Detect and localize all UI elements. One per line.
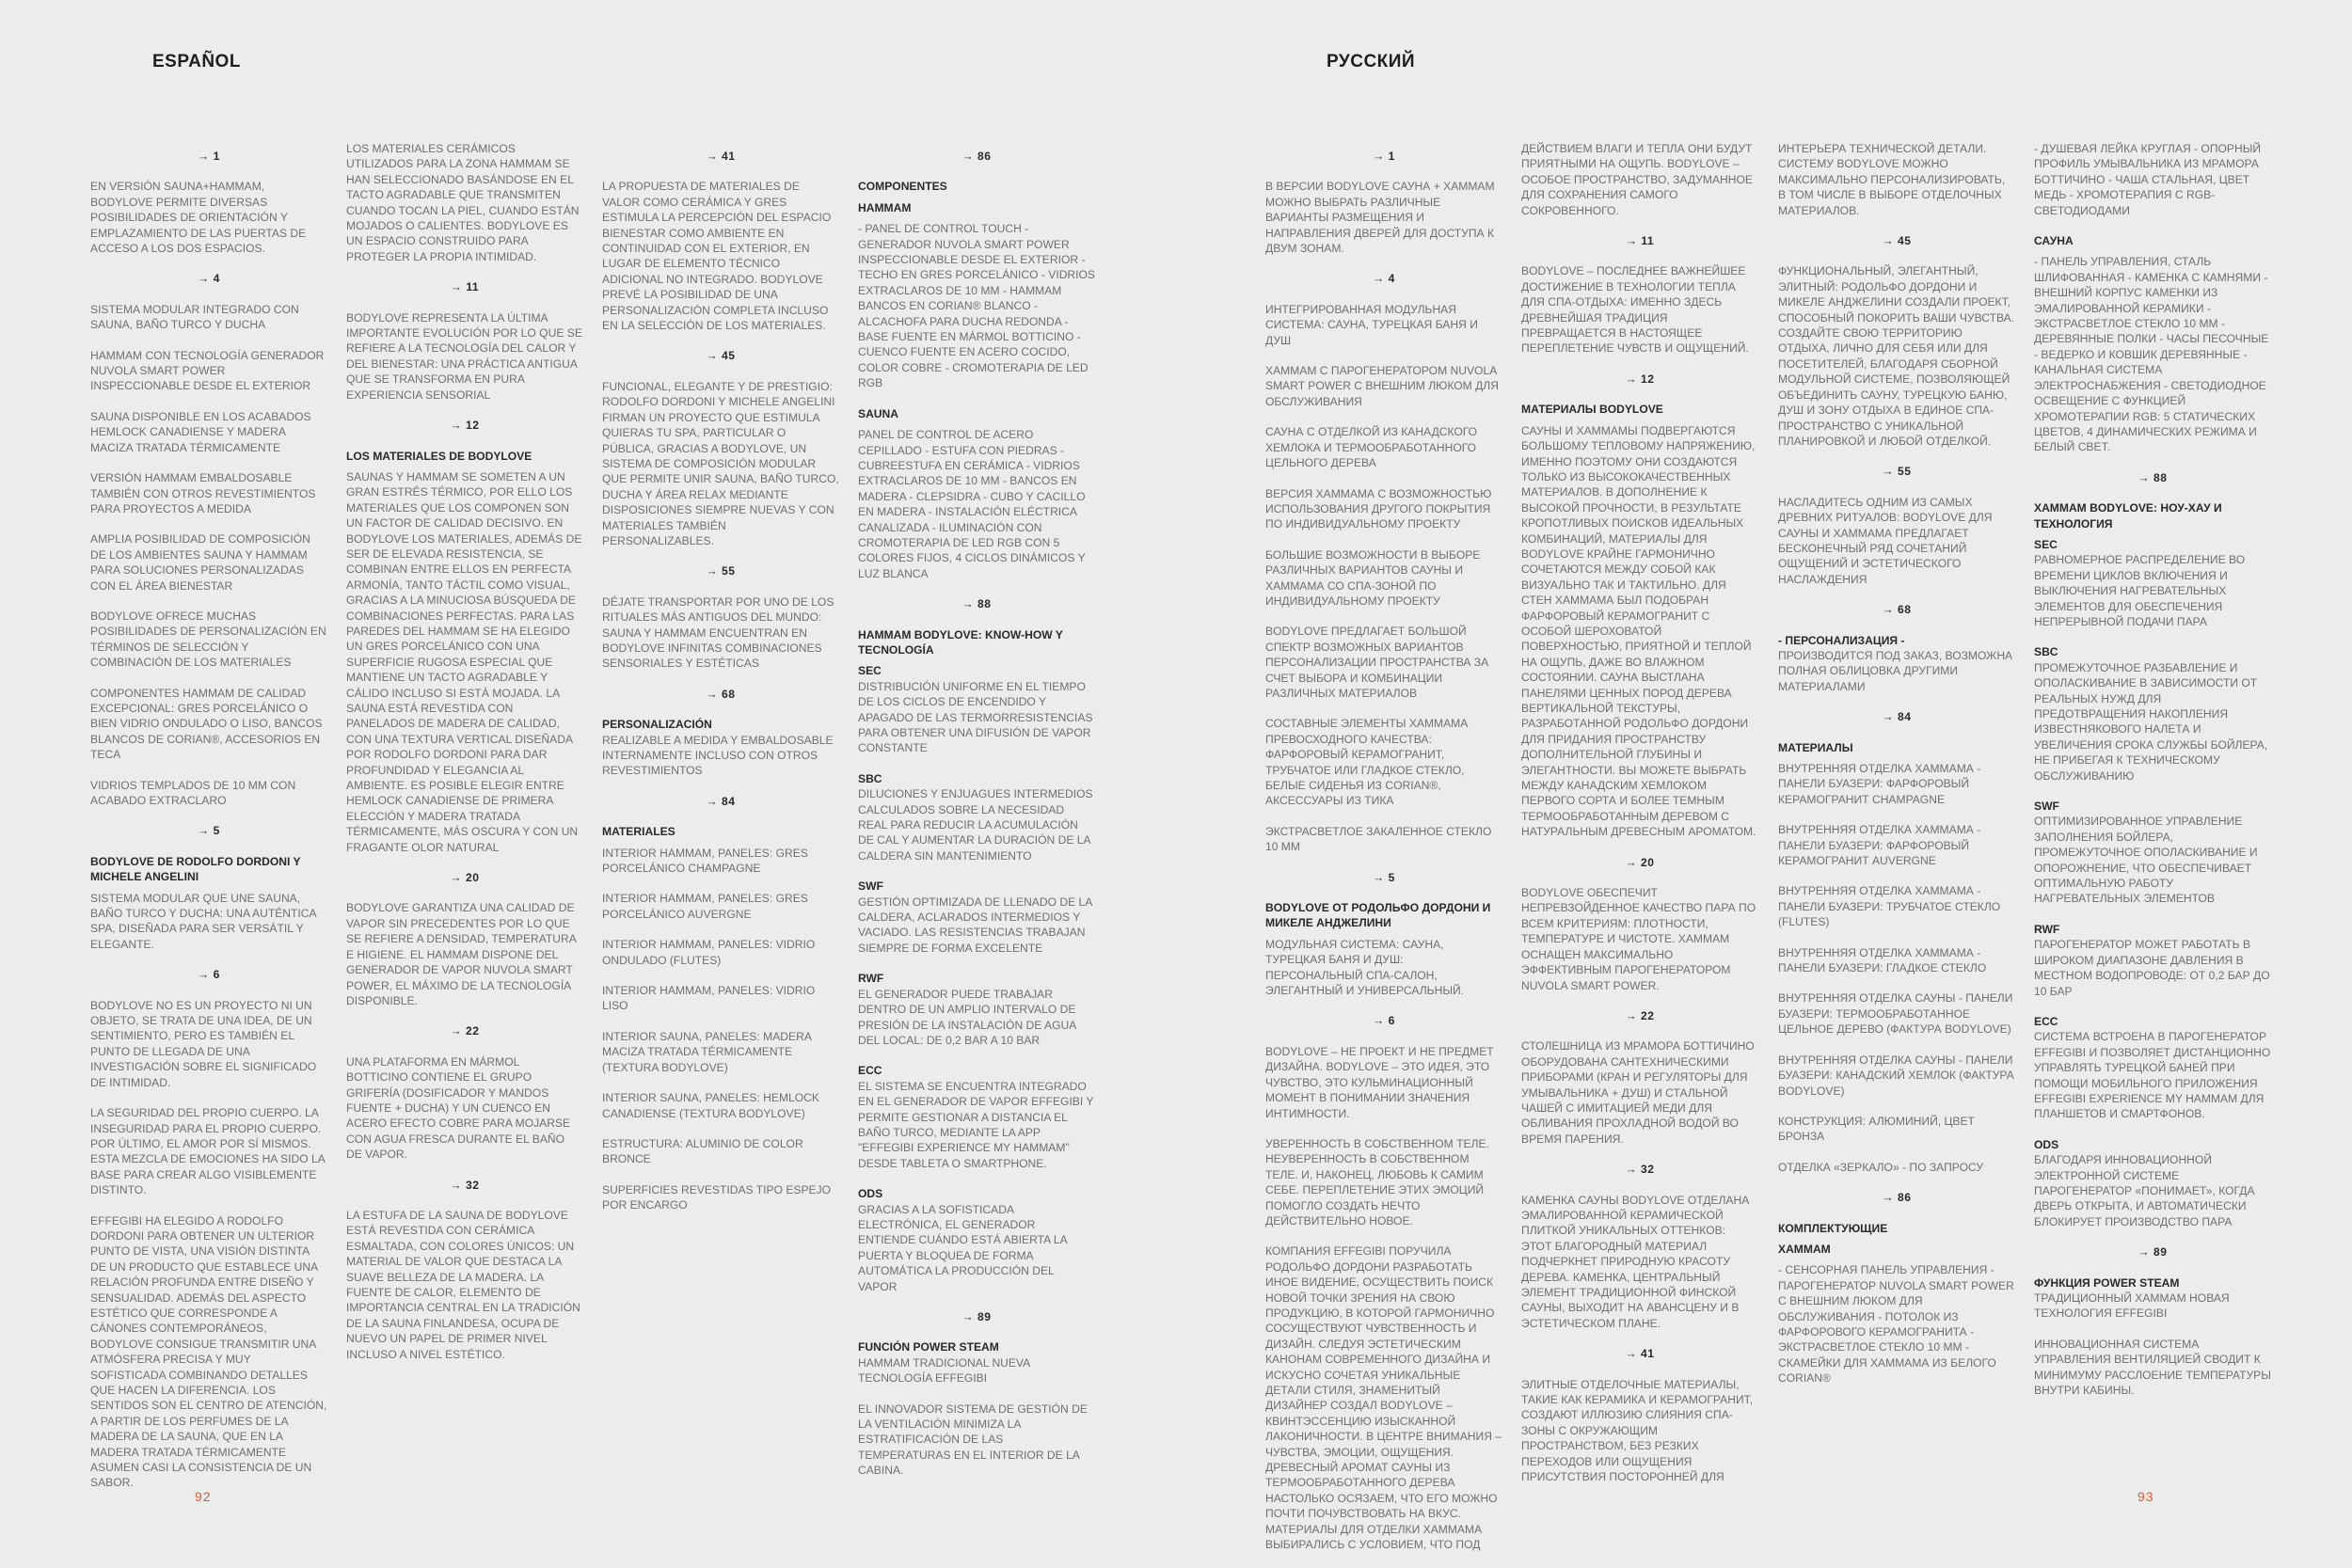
page-right bbox=[1176, 0, 2352, 1568]
paragraph-text: DISTRIBUCIÓN UNIFORME EN EL TIEMPO DE LOS CICLOS DE ENCENDIDO Y APAGADO DE LAS TERMORRESISTENCIAS PARA OBTENER UNA DIFUSIÓN DE VAPOR CONSTANTE bbox=[858, 679, 1093, 755]
paragraph-text: GESTIÓN OPTIMIZADA DE LLENADO DE LA CALDERA, ACLARADOS INTERMEDIOS Y VACIADO. LAS RESISTENCIAS TRABAJAN SIEMPRE DE FORMA EXCELENTE bbox=[858, 895, 1092, 955]
paragraph: BODYLOVE OFRECE MUCHAS POSIBILIDADES DE PERSONALIZACIÓN EN TÉRMINOS DE SELECCIÓN Y COMBINACIÓN DE LOS MATERIALES bbox=[90, 609, 326, 670]
section-marker: → 41 bbox=[1625, 1347, 1655, 1361]
paragraph: ЭЛИТНЫЕ ОТДЕЛОЧНЫЕ МАТЕРИАЛЫ, ТАКИЕ КАК КЕРАМИКА И КЕРАМОГРАНИТ, СОЗДАЮТ ИЛЛЮЗИЮ СЛИЯНИЯ СПА-ЗОНЫ С ОКРУЖАЮЩИМ ПРОСТРАНСТВОМ, БЕЗ РЕЗКИХ ПЕРЕХОДОВ ИЛИ ОЩУЩЕНИЯ ПРИСУТСТВИЯ ПОСТОРОННЕЙ ДЛЯ bbox=[1521, 1377, 1754, 1484]
labeled-paragraph bbox=[858, 1063, 1095, 1171]
paragraph: HAMMAM CON TECNOLOGÍA GENERADOR NUVOLA SMART POWER INSPECCIONABLE DESDE EL EXTERIOR bbox=[90, 348, 325, 393]
section-marker: → 55 bbox=[1882, 465, 1912, 479]
section-marker: → 12 bbox=[1625, 372, 1655, 386]
labeled-paragraph bbox=[1778, 633, 2015, 695]
paragraph: AMPLIA POSIBILIDAD DE COMPOSICIÓN DE LOS AMBIENTES SAUNA Y HAMMAM PARA SOLUCIONES PERSONALIZADAS CON EL ÁREA BIENESTAR bbox=[90, 532, 310, 593]
paragraph: INTERIOR SAUNA, PANELES: MADERA MACIZA TRATADA TÉRMICAMENTE (TEXTURA BODYLOVE) bbox=[602, 1029, 812, 1074]
section-marker: → 22 bbox=[450, 1024, 480, 1038]
paragraph: LA PROPUESTA DE MATERIALES DE VALOR COMO CERÁMICA Y GRES ESTIMULA LA PERCEPCIÓN DEL ESPACIO BIENESTAR COMO AMBIENTE EN CONTINUIDAD CON EL EXTERIOR, EN LUGAR DE ELEMENTO TÉCNICO ADICIONAL NO INTEGRADO. BODYLOVE PREVÉ LA POSIBILIDAD DE UNA PERSONALIZACIÓN COMPLETA INCLUSO EN LA SELECCIÓN DE LOS MATERIALES. bbox=[602, 180, 832, 333]
section-heading: САУНА bbox=[2034, 234, 2074, 248]
section-marker: → 1 bbox=[1373, 150, 1395, 163]
subheading: ODS bbox=[2034, 1137, 2059, 1151]
section-heading: МАТЕРИАЛЫ bbox=[1778, 740, 1853, 754]
paragraph: SAUNA DISPONIBLE EN LOS ACABADOS HEMLOCK CANADIENSE Y MADERA MACIZA TRATADA TÉRMICAMENTE bbox=[90, 409, 311, 454]
subheading: ECC bbox=[858, 1064, 882, 1078]
section-marker: → 45 bbox=[1882, 234, 1912, 248]
section-marker: → 88 bbox=[2137, 470, 2168, 484]
section-heading: MATERIALES bbox=[602, 825, 675, 839]
paragraph: INTERIOR HAMMAM, PANELES: GRES PORCELÁNICO CHAMPAGNE bbox=[602, 846, 808, 876]
paragraph: - PANEL DE CONTROL TOUCH - GENERADOR NUVOLA SMART POWER INSPECCIONABLE DESDE EL EXTERIOR - TECHO EN GRES PORCELÁNICO - VIDRIOS EXTRACLAROS DE 10 MM - HAMMAM BANCOS EN CORIAN® BLANCO - ALCACHOFA PARA DUCHA REDONDA - BASE FUENTE EN MÁRMOL BOTTICINO - CUENCO FUENTE EN ACERO COCIDO, COLOR COBRE - CROMOTERAPIA DE LED RGB bbox=[858, 222, 1095, 390]
paragraph: НАСЛАДИТЕСЬ ОДНИМ ИЗ САМЫХ ДРЕВНИХ РИТУАЛОВ: BODYLOVE ДЛЯ САУНЫ И ХАММАМА ПРЕДЛАГАЕТ БЕСКОНЕЧНЫЙ РЯД СОЧЕТАНИЙ ОЩУЩЕНИЙ И ЭСТЕТИЧЕСКОГО НАСЛАЖДЕНИЯ bbox=[1778, 495, 1993, 586]
paragraph: - ДУШЕВАЯ ЛЕЙКА КРУГЛАЯ - ОПОРНЫЙ ПРОФИЛЬ УМЫВАЛЬНИКА ИЗ МРАМОРА БОТТИЧИНО - ЧАША СТАЛЬНАЯ, ЦВЕТ МЕДЬ - ХРОМОТЕРАПИЯ С RGB-СВЕТОДИОДАМИ bbox=[2034, 142, 2262, 217]
paragraph-text: GRACIAS A LA SOFISTICADA ELECTRÓNICA, EL GENERADOR ENTIENDE CUÁNDO ESTÁ ABIERTA LA PUERTA Y BLOQUEA DE FORMA AUTOMÁTICA LA PRODUCCIÓN DEL VAPOR bbox=[858, 1202, 1068, 1293]
language-heading-spanish: ESPAÑOL bbox=[152, 52, 241, 71]
section-marker: → 22 bbox=[1625, 1008, 1655, 1022]
labeled-paragraph bbox=[2034, 1137, 2271, 1229]
paragraph: КОМПАНИЯ EFFEGIBI ПОРУЧИЛА РОДОЛЬФО ДОРДОНИ РАЗРАБОТАТЬ ИНОЕ ВИДЕНИЕ, ОСУЩЕСТВИТЬ ПОИСК НОВОЙ ТОЧКИ ЗРЕНИЯ НА СВОЮ ПРОДУКЦИЮ, В КОТОРОЙ ГАРМОНИЧНО СОСУЩЕСТВУЮТ ЧУВСТВЕННОСТЬ И ДИЗАЙН. СЛЕДУЯ ЭСТЕТИЧЕСКИМ КАНОНАМ СОВРЕМЕННОГО ДИЗАЙНА И ИСКУСНО СОЧЕТАЯ УНИКАЛЬНЫЕ ДЕТАЛИ СТИЛЯ, ЗНАМЕНИТЫЙ ДИЗАЙНЕР СОЗДАЛ BODYLOVE – КВИНТЭССЕНЦИЮ ИЗЫСКАННОЙ ЛАКОНИЧНОСТИ. В ЦЕНТРЕ ВНИМАНИЯ – ЧУВСТВА, ЭМОЦИИ, ОЩУЩЕНИЯ. ДРЕВЕСНЫЙ АРОМАТ САУНЫ ИЗ ТЕРМООБРАБОТАННОГО ДЕРЕВА НАСТОЛЬКО ОСЯЗАЕМ, ЧТО ЕГО МОЖНО ПОЧТИ ПОЧУВСТВОВАТЬ НА ВКУС. МАТЕРИАЛЫ ДЛЯ ОТДЕЛКИ ХАММАМА ВЫБИРАЛИСЬ С УСЛОВИЕМ, ЧТО ПОД bbox=[1265, 1244, 1502, 1552]
paragraph-text: ПРОИЗВОДИТСЯ ПОД ЗАКАЗ, ВОЗМОЖНА ПОЛНАЯ ОБЛИЦОВКА ДРУГИМИ МАТЕРИАЛАМИ bbox=[1778, 648, 2013, 693]
paragraph: BODYLOVE NO ES UN PROYECTO NI UN OBJETO, SE TRATA DE UNA IDEA, DE UN SENTIMIENTO, PERO ES TAMBIÉN EL PUNTO DE LLEGADA DE UNA INVESTIGACIÓN SOBRE EL SIGNIFICADO DE INTIMIDAD. bbox=[90, 998, 317, 1089]
section-heading: МАТЕРИАЛЫ BODYLOVE bbox=[1521, 403, 1663, 417]
section-marker: → 12 bbox=[450, 419, 480, 433]
paragraph: BODYLOVE REPRESENTA LA ÚLTIMA IMPORTANTE EVOLUCIÓN POR LO QUE SE REFIERE A LA TECNOLOGÍA DEL CALOR Y DEL BIENESTAR: UNA PRÁCTICA ANTIGUA QUE SE TRANSFORMA EN PURA EXPERIENCIA SENSORIAL bbox=[346, 310, 582, 402]
section-marker: → 5 bbox=[198, 824, 220, 838]
paragraph: В ВЕРСИИ BODYLOVE САУНА + ХАММАМ МОЖНО ВЫБРАТЬ РАЗЛИЧНЫЕ ВАРИАНТЫ РАЗМЕЩЕНИЯ И НАПРАВЛЕНИЯ ДВЕРЕЙ ДЛЯ ДОСТУПА К ДВУМ ЗОНАМ. bbox=[1265, 180, 1495, 256]
labeled-paragraph bbox=[858, 879, 1095, 956]
section-heading: BODYLOVE ОТ РОДОЛЬФО ДОРДОНИ И МИКЕЛЕ АНДЖЕЛИНИ bbox=[1265, 901, 1491, 930]
section-marker: → 84 bbox=[706, 794, 736, 808]
paragraph: FUNCIONAL, ELEGANTE Y DE PRESTIGIO: RODOLFO DORDONI Y MICHELE ANGELINI FIRMAN UN PROYECTO QUE ESTIMULA QUIERAS TU SPA, PARTICULAR O PÚBLICA, GRACIAS A BODYLOVE, UN SISTEMA DE COMPOSICIÓN MODULAR QUE PERMITE UNIR SAUNA, BAÑO TURCO, DUCHA Y ÁREA RELAX MEDIANTE DISPOSICIONES SIEMPRE NUEVAS Y CON MATERIALES TAMBIÉN PERSONALIZABLES. bbox=[602, 379, 839, 547]
section-heading: КОМПЛЕКТУЮЩИЕ bbox=[1778, 1221, 1888, 1235]
paragraph: СОСТАВНЫЕ ЭЛЕМЕНТЫ ХАММАМА ПРЕВОСХОДНОГО КАЧЕСТВА: ФАРФОРОВЫЙ КЕРАМОГРАНИТ, ТРУБЧАТОЕ ИЛИ ГЛАДКОЕ СТЕКЛО, БЕЛЫЕ СИДЕНЬЯ ИЗ CORIAN®, АКСЕССУАРЫ ИЗ ТИКА bbox=[1265, 717, 1469, 808]
paragraph: - ПАНЕЛЬ УПРАВЛЕНИЯ, СТАЛЬ ШЛИФОВАННАЯ - КАМЕНКА С КАМНЯМИ - ВНЕШНИЙ КОРПУС КАМЕНКИ ИЗ ЭМАЛИРОВАННОЙ КЕРАМИКИ - ЭКСТРАСВЕТЛОЕ СТЕКЛО 10 ММ - ДЕРЕВЯННЫЕ ПОЛКИ - ЧАСЫ ПЕСОЧНЫЕ - ВЕДЕРКО И КОВШИК ДЕРЕВЯННЫЕ - КАНАЛЬНАЯ СИСТЕМА ЭЛЕКТРОСНАБЖЕНИЯ - СВЕТОДИОДНОЕ ОСВЕЩЕНИЕ С ФУНКЦИЕЙ ХРОМОТЕРАПИИ RGB: 5 СТАТИЧЕСКИХ ЦВЕТОВ, 4 ДИНАМИЧЕСКИХ РЕЖИМА И БЕЛЫЙ СВЕТ. bbox=[2034, 255, 2269, 454]
paragraph: СТОЛЕШНИЦА ИЗ МРАМОРА БОТТИЧИНО ОБОРУДОВАНА САНТЕХНИЧЕСКИМИ ПРИБОРАМИ (КРАН И РЕГУЛЯТОРЫ ДЛЯ УМЫВАЛЬНИКА + ДУШ) И СТАЛЬНОЙ ЧАШЕЙ С ИМИТАЦИЕЙ МЕДИ ДЛЯ ОБЛИВАНИЯ ПРОХЛАДНОЙ ВОДОЙ ВО ВРЕМЯ ПАРЕНИЯ. bbox=[1521, 1039, 1755, 1146]
paragraph: ВЕРСИЯ ХАММАМА С ВОЗМОЖНОСТЬЮ ИСПОЛЬЗОВАНИЯ ДРУГОГО ПОКРЫТИЯ ПО ИНДИВИДУАЛЬНОМУ ПРОЕКТУ bbox=[1265, 486, 1492, 531]
section-marker: → 68 bbox=[706, 687, 736, 701]
paragraph: КАМЕНКА САУНЫ BODYLOVE ОТДЕЛАНА ЭМАЛИРОВАННОЙ КЕРАМИЧЕСКОЙ ПЛИТКОЙ УНИКАЛЬНЫХ ОТТЕНКОВ: ЭТОТ БЛАГОРОДНЫЙ МАТЕРИАЛ ПОДЧЕРКНЕТ ПРИРОДНУЮ КРАСОТУ ДЕРЕВА. КАМЕНКА, ЦЕНТРАЛЬНЫЙ ЭЛЕМЕНТ ТРАДИЦИОННОЙ ФИНСКОЙ САУНЫ, ВЫХОДИТ НА АВАНСЦЕНУ И В ЭСТЕТИЧЕСКОМ ПЛАНЕ. bbox=[1521, 1193, 1750, 1330]
section-marker: → 86 bbox=[961, 150, 992, 163]
subheading: SWF bbox=[858, 879, 883, 894]
labeled-paragraph bbox=[858, 1186, 1095, 1294]
paragraph: ФУНКЦИОНАЛЬНЫЙ, ЭЛЕГАНТНЫЙ, ЭЛИТНЫЙ: РОДОЛЬФО ДОРДОНИ И МИКЕЛЕ АНДЖЕЛИНИ СОЗДАЛИ ПРОЕКТ, СПОСОБНЫЙ ПОКОРИТЬ ВАШИ ЧУВСТВА. СОЗДАЙТЕ СВОЮ ТЕРРИТОРИЮ ОТДЫХА, ЛИЧНО ДЛЯ СЕБЯ ИЛИ ДЛЯ ПОСЕТИТЕЛЕЙ, БЛАГОДАРЯ СБОРНОЙ МОДУЛЬНОЙ СИСТЕМЕ, ПОЗВОЛЯЮЩЕЙ ОБЪЕДИНИТЬ САУНУ, ТУРЕЦКУЮ БАНЮ, ДУШ И ЗОНУ ОТДЫХА В ЕДИНОЕ СПА-ПРОСТРАНСТВО С УНИКАЛЬНОЙ ПЛАНИРОВКОЙ И ЛЮБОЙ ОТДЕЛКОЙ. bbox=[1778, 264, 2015, 448]
paragraph: UNA PLATAFORMA EN MÁRMOL BOTTICINO CONTIENE EL GRUPO GRIFERÍA (DOSIFICADOR Y MANDOS FUENTE + DUCHA) Y UN CUENCO EN ACERO EFECTO COBRE PARA MOJARSE CON AGUA FRESCA DURANTE EL BAÑO DE VAPOR. bbox=[346, 1054, 571, 1162]
paragraph: МОДУЛЬНАЯ СИСТЕМА: САУНА, ТУРЕЦКАЯ БАНЯ И ДУШ: ПЕРСОНАЛЬНЫЙ СПА-САЛОН, ЭЛЕГАНТНЫЙ И УНИВЕРСАЛЬНЫЙ. bbox=[1265, 937, 1465, 998]
paragraph-text: DILUCIONES Y ENJUAGUES INTERMEDIOS CALCULADOS SOBRE LA NECESIDAD REAL PARA REDUCIR LA ACUMULACIÓN DE CAL Y AUMENTAR LA DURACIÓN DE LA CALDERA SIN MANTENIMIENTO bbox=[858, 787, 1093, 863]
text-column bbox=[1521, 141, 1758, 1499]
paragraph: ИННОВАЦИОННАЯ СИСТЕМА УПРАВЛЕНИЯ ВЕНТИЛЯЦИЕЙ СВОДИТ К МИНИМУМУ РАССЛОЕНИЕ ТЕМПЕРАТУРЫ ВНУТРИ КАБИНЫ. bbox=[2034, 1337, 2271, 1398]
labeled-paragraph bbox=[2034, 644, 2271, 784]
paragraph: INTERIOR HAMMAM, PANELES: VIDRIO LISO bbox=[602, 984, 816, 1013]
section-heading: COMPONENTES bbox=[858, 180, 947, 194]
paragraph: SISTEMA MODULAR QUE UNE SAUNA, BAÑO TURCO Y DUCHA: UNA AUTÉNTICA SPA, DISEÑADA PARA SER VERSÁTIL Y ELEGANTE. bbox=[90, 891, 316, 951]
paragraph: SAUNAS Y HAMMAM SE SOMETEN A UN GRAN ESTRÉS TÉRMICO, POR ELLO LOS MATERIALES QUE LOS COMPONEN SON UN FACTOR DE CALIDAD DECISIVO. EN BODYLOVE LOS MATERIALES, ADEMÁS DE SER DE ELEVADA RESISTENCIA, SE COMBINAN ENTRE ELLOS EN PERFECTA ARMONÍA, TANTO TÁCTIL COMO VISUAL, GRACIAS A LA MINUCIOSA BÚSQUEDA DE COMBINACIONES PERFECTAS. PARA LAS PAREDES DEL HAMMAM SE HA ELEGIDO UN GRES PORCELÁNICO CON UNA SUPERFICIE RUGOSA ESPECIAL QUE MANTIENE UN TACTO AGRADABLE Y CÁLIDO INCLUSO SI ESTÁ MOJADA. LA SAUNA ESTÁ REVESTIDA CON PANELADOS DE MADERA DE CALIDAD, CON UNA TEXTURA VERTICAL DISEÑADA POR RODOLFO DORDONI PARA DAR PROFUNDIDAD Y ELEGANCIA AL AMBIENTE. ES POSIBLE ELEGIR ENTRE HEMLOCK CANADIENSE DE PRIMERA ELECCIÓN Y MADERA TRATADA TÉRMICAMENTE, MÁS OSCURA Y CON UN FRAGANTE OLOR NATURAL bbox=[346, 469, 582, 854]
section-heading: ХАММАМ BODYLOVE: НОУ-ХАУ И ТЕХНОЛОГИЯ bbox=[2034, 501, 2222, 531]
section-heading: HAMMAM bbox=[858, 200, 912, 214]
paragraph-text: РАВНОМЕРНОЕ РАСПРЕДЕЛЕНИЕ ВО ВРЕМЕНИ ЦИКЛОВ ВКЛЮЧЕНИЯ И ВЫКЛЮЧЕНИЯ НАГРЕВАТЕЛЬНЫХ ЭЛЕМЕНТОВ ДЛЯ ОБЕСПЕЧЕНИЯ НЕПРЕРЫВНОЙ ПОДАЧИ ПАРА bbox=[2034, 553, 2246, 628]
subheading: SEC bbox=[2034, 537, 2058, 551]
subheading: SWF bbox=[2034, 800, 2059, 814]
subheading: RWF bbox=[858, 972, 884, 986]
text-column bbox=[1778, 141, 2015, 1402]
subheading: ФУНКЦИЯ POWER STEAM bbox=[2034, 1275, 2180, 1290]
paragraph: BODYLOVE ПРЕДЛАГАЕТ БОЛЬШОЙ СПЕКТР ВОЗМОЖНЫХ ВАРИАНТОВ ПЕРСОНАЛИЗАЦИИ ПРОСТРАНСТВА ЗА СЧЕТ ВЫБОРА И КОМБИНАЦИИ РАЗЛИЧНЫХ МАТЕРИАЛОВ bbox=[1265, 625, 1489, 700]
paragraph-text: EL GENERADOR PUEDE TRABAJAR DENTRO DE UN AMPLIO INTERVALO DE PRESIÓN DE LA INSTALACIÓN DE AGUA DEL LOCAL: DE 0,2 BAR A 10 BAR bbox=[858, 987, 1076, 1047]
section-marker: → 6 bbox=[1373, 1014, 1395, 1028]
paragraph: SISTEMA MODULAR INTEGRADO CON SAUNA, BAÑO TURCO Y DUCHA bbox=[90, 302, 299, 332]
labeled-paragraph bbox=[2034, 1014, 2271, 1122]
section-marker: → 6 bbox=[198, 968, 220, 982]
section-heading: BODYLOVE DE RODOLFO DORDONI Y MICHELE ANGELINI bbox=[90, 854, 301, 884]
paragraph-text: ОПТИМИЗИРОВАННОЕ УПРАВЛЕНИЕ ЗАПОЛНЕНИЯ БОЙЛЕРА, ПРОМЕЖУТОЧНОЕ ОПОЛАСКИВАНИЕ И ОПОРОЖНЕНИЕ, ЧТО ОБЕСПЕЧИВАЕТ ОПТИМАЛЬНУЮ РАБОТУ НАГРЕВАТЕЛЬНЫХ ЭЛЕМЕНТОВ bbox=[2034, 815, 2258, 906]
paragraph: ВНУТРЕННЯЯ ОТДЕЛКА ХАММАМА - ПАНЕЛИ БУАЗЕРИ: ФАРФОРОВЫЙ КЕРАМОГРАНИТ CHAMPAGNE bbox=[1778, 762, 1981, 806]
text-column bbox=[2034, 141, 2271, 1413]
paragraph: VIDRIOS TEMPLADOS DE 10 MM CON ACABADO EXTRACLARO bbox=[90, 778, 296, 807]
paragraph: LA SEGURIDAD DEL PROPIO CUERPO. LA INSEGURIDAD PARA EL PROPIO CUERPO. POR ÚLTIMO, EL AMOR POR SÍ MISMOS. ESTA MEZCLA DE EMOCIONES HA SIDO LA BASE PARA CREAR ALGO VISIBLEMENTE DISTINTO. bbox=[90, 1106, 326, 1197]
section-marker: → 55 bbox=[706, 564, 736, 578]
paragraph: ВНУТРЕННЯЯ ОТДЕЛКА САУНЫ - ПАНЕЛИ БУАЗЕРИ: ТЕРМООБРАБОТАННОЕ ЦЕЛЬНОЕ ДЕРЕВО (ФАКТУРА BODYLOVE) bbox=[1778, 991, 2013, 1037]
paragraph-text: ТРАДИЦИОННЫЙ ХАММАМ НОВАЯ ТЕХНОЛОГИЯ EFFEGIBI bbox=[2034, 1291, 2230, 1321]
subheading: - ПЕРСОНАЛИЗАЦИЯ - bbox=[1778, 633, 1905, 647]
labeled-paragraph bbox=[858, 971, 1095, 1048]
subheading: SBC bbox=[2034, 645, 2058, 659]
paragraph: БОЛЬШИЕ ВОЗМОЖНОСТИ В ВЫБОРЕ РАЗЛИЧНЫХ ВАРИАНТОВ САУНЫ И ХАММАМА СО СПА-ЗОНОЙ ПО ИНДИВИДУАЛЬНОМУ ПРОЕКТУ bbox=[1265, 547, 1481, 608]
paragraph: LOS MATERIALES CERÁMICOS UTILIZADOS PARA LA ZONA HAMMAM SE HAN SELECCIONADO BASÁNDOSE EN EL TACTO AGRADABLE QUE TRANSMITEN CUANDO TOCAN LA PIEL, CUANDO ESTÁN MOJADOS O CALIENTES. BODYLOVE ES UN ESPACIO CONSTRUIDO PARA PROTEGER LA PROPIA INTIMIDAD. bbox=[346, 142, 580, 263]
section-marker: → 84 bbox=[1882, 710, 1912, 724]
paragraph: BODYLOVE GARANTIZA UNA CALIDAD DE VAPOR SIN PRECEDENTES POR LO QUE SE REFIERE A DENSIDAD, TEMPERATURA E HIGIENE. EL HAMMAM DISPONE DEL GENERADOR DE VAPOR NUVOLA SMART POWER, EL MÁXIMO DE LA TECNOLOGÍA DISPONIBLE. bbox=[346, 901, 577, 1007]
paragraph-text: ПРОМЕЖУТОЧНОЕ РАЗБАВЛЕНИЕ И ОПОЛАСКИВАНИЕ В ЗАВИСИМОСТИ ОТ РЕАЛЬНЫХ НУЖД ДЛЯ ПРЕДОТВРАЩЕНИЯ НАКОПЛЕНИЯ ИЗВЕСТНЯКОВОГО НАЛЕТА И УВЕЛИЧЕНИЯ СРОКА СЛУЖБЫ БОЙЛЕРА, НЕ ПРИБЕГАЯ К ТЕХНИЧЕСКОМУ ОБСЛУЖИВАНИЮ bbox=[2034, 660, 2268, 783]
paragraph: LA ESTUFA DE LA SAUNA DE BODYLOVE ESTÁ REVESTIDA CON CERÁMICA ESMALTADA, CON COLORES ÚNICOS: UN MATERIAL DE VALOR QUE DESTACA LA SUAVE BELLEZA DE LA MADERA. LA FUENTE DE CALOR, ELEMENTO DE IMPORTANCIA CENTRAL EN LA TRADICIÓN DE LA SAUNA FINLANDESA, OCUPA DE NUEVO UN PAPEL DE PRIMER NIVEL INCLUSO A NIVEL ESTÉTICO. bbox=[346, 1208, 580, 1361]
labeled-paragraph bbox=[2034, 537, 2271, 629]
paragraph-text: БЛАГОДАРЯ ИННОВАЦИОННОЙ ЭЛЕКТРОННОЙ СИСТЕМЕ ПАРОГЕНЕРАТОР «ПОНИМАЕТ», КОГДА ДВЕРЬ ОТКРЫТА, И АВТОМАТИЧЕСКИ БЛОКИРУЕТ ПРОИЗВОДСТВО ПАРА bbox=[2034, 1153, 2255, 1228]
paragraph-text: HAMMAM TRADICIONAL NUEVA TECNOLOGÍA EFFEGIBI bbox=[858, 1355, 1030, 1386]
page-number: 92 bbox=[195, 1489, 212, 1504]
labeled-paragraph bbox=[2034, 922, 2271, 999]
paragraph: КОНСТРУКЦИЯ: АЛЮМИНИЙ, ЦВЕТ БРОНЗА bbox=[1778, 1114, 1975, 1144]
labeled-paragraph bbox=[2034, 799, 2271, 907]
section-marker: → 32 bbox=[450, 1178, 480, 1192]
section-marker: → 11 bbox=[1625, 234, 1655, 248]
subheading: SEC bbox=[858, 664, 882, 678]
paragraph: ОТДЕЛКА «ЗЕРКАЛО» - ПО ЗАПРОСУ bbox=[1778, 1160, 1984, 1174]
labeled-paragraph bbox=[602, 717, 839, 779]
page-number: 93 bbox=[2137, 1489, 2154, 1504]
paragraph: ЭКСТРАСВЕТЛОЕ ЗАКАЛЕННОЕ СТЕКЛО 10 ММ bbox=[1265, 824, 1492, 854]
section-marker: → 41 bbox=[706, 150, 736, 163]
paragraph: COMPONENTES HAMMAM DE CALIDAD EXCEPCIONAL: GRES PORCELÁNICO O BIEN VIDRIO ONDULADO O LISO, BANCOS BLANCOS DE CORIAN®, ACCESORIOS EN TECA bbox=[90, 686, 323, 762]
subheading: SBC bbox=[858, 771, 882, 785]
section-heading: LOS MATERIALES DE BODYLOVE bbox=[346, 449, 532, 463]
text-column bbox=[346, 141, 583, 1377]
text-column bbox=[1265, 141, 1502, 1567]
text-column bbox=[602, 141, 839, 1228]
paragraph: EFFEGIBI HA ELEGIDO A RODOLFO DORDONI PARA OBTENER UN ULTERIOR PUNTO DE VISTA, UNA VISIÓN DISTINTA DE UN PRODUCTO QUE ESTABLECE UNA RELACIÓN PROFUNDA ENTRE DISEÑO Y SENSUALIDAD. ADEMÁS DEL ASPECTO ESTÉTICO QUE CORRESPONDE A CÁNONES CONTEMPORÁNEOS, BODYLOVE CONSIGUE TRANSMITIR UNA ATMÓSFERA PRECISA Y MUY SOFISTICADA COMBINANDO DETALLES QUE HACEN LA DIFERENCIA. LOS SENTIDOS SON EL CENTRO DE ATENCIÓN, A PARTIR DE LOS PERFUMES DE LA MADERA DE LA SAUNA, QUE EN LA MADERA TRATADA TÉRMICAMENTE ASUMEN CASI LA CONSISTENCIA DE UN SABOR. bbox=[90, 1213, 327, 1490]
section-marker: → 20 bbox=[450, 871, 480, 885]
labeled-paragraph bbox=[858, 1339, 1095, 1386]
paragraph: УВЕРЕННОСТЬ В СОБСТВЕННОМ ТЕЛЕ. НЕУВЕРЕННОСТЬ В СОБСТВЕННОМ ТЕЛЕ. И, НАКОНЕЦ, ЛЮБОВЬ К САМИМ СЕБЕ. ПЕРЕПЛЕТЕНИЕ ЭТИХ ЭМОЦИЙ ПОМОГЛО СОЗДАТЬ НЕЧТО ДЕЙСТВИТЕЛЬНО НОВОЕ. bbox=[1265, 1136, 1489, 1227]
subheading: ODS bbox=[858, 1187, 883, 1201]
paragraph: PANEL DE CONTROL DE ACERO CEPILLADO - ESTUFA CON PIEDRAS - CUBREESTUFA EN CERÁMICA - VIDRIOS EXTRACLAROS DE 10 MM - BANCOS EN MADERA - CLEPSIDRA - CUBO Y CACILLO EN MADERA - INSTALACIÓN ELÉCTRICA CANALIZADA - ILUMINACIÓN CON CROMOTERAPIA DE LED RGB CON 5 COLORES FIJOS, 4 CICLOS DINÁMICOS Y LUZ BLANCA bbox=[858, 428, 1086, 580]
paragraph: ВНУТРЕННЯЯ ОТДЕЛКА САУНЫ - ПАНЕЛИ БУАЗЕРИ: КАНАДСКИЙ ХЕМЛОК (ФАКТУРА BODYLOVE) bbox=[1778, 1053, 2014, 1098]
paragraph: ИНТЕГРИРОВАННАЯ МОДУЛЬНАЯ СИСТЕМА: САУНА, ТУРЕЦКАЯ БАНЯ И ДУШ bbox=[1265, 302, 1478, 347]
text-column bbox=[90, 141, 327, 1506]
labeled-paragraph bbox=[858, 663, 1095, 755]
section-marker: → 86 bbox=[1882, 1191, 1912, 1205]
section-heading: SAUNA bbox=[858, 406, 899, 420]
section-heading: HAMMAM BODYLOVE: KNOW-HOW Y TECNOLOGÍA bbox=[858, 627, 1063, 657]
language-heading-russian: РУССКИЙ bbox=[1327, 52, 1416, 71]
section-marker: → 20 bbox=[1625, 855, 1655, 869]
paragraph-text: REALIZABLE A MEDIDA Y EMBALDOSABLE INTERNAMENTE INCLUSO CON OTROS REVESTIMIENTOS bbox=[602, 733, 834, 778]
paragraph: ВНУТРЕННЯЯ ОТДЕЛКА ХАММАМА - ПАНЕЛИ БУАЗЕРИ: ТРУБЧАТОЕ СТЕКЛО (FLUTES) bbox=[1778, 884, 2001, 929]
subheading: RWF bbox=[2034, 922, 2060, 936]
section-marker: → 1 bbox=[198, 150, 220, 163]
paragraph: - СЕНСОРНАЯ ПАНЕЛЬ УПРАВЛЕНИЯ - ПАРОГЕНЕРАТОР NUVOLA SMART POWER С ВНЕШНИМ ЛЮКОМ ДЛЯ ОБСЛУЖИВАНИЯ - ПОТОЛОК ИЗ ФАРФОРОВОГО КЕРАМОГРАНИТА - ЭКСТРАСВЕТЛОЕ СТЕКЛО 10 ММ - СКАМЕЙКИ ДЛЯ ХАММАМА ИЗ БЕЛОГО CORIAN® bbox=[1778, 1263, 2014, 1386]
labeled-paragraph bbox=[2034, 1275, 2271, 1322]
paragraph: INTERIOR HAMMAM, PANELES: GRES PORCELÁNICO AUVERGNE bbox=[602, 892, 808, 921]
paragraph: BODYLOVE – ПОСЛЕДНЕЕ ВАЖНЕЙШЕЕ ДОСТИЖЕНИЕ В ТЕХНОЛОГИИ ТЕПЛА ДЛЯ СПА-ОТДЫХА: ИМЕННО ЗДЕСЬ ДРЕВНЕЙШАЯ ТРАДИЦИЯ ПРЕВРАЩАЕТСЯ В НАСТОЯЩЕЕ ПЕРЕПЛЕТЕНИЕ ЧУВСТВ И ОЩУЩЕНИЙ. bbox=[1521, 264, 1749, 356]
paragraph: ДЕЙСТВИЕМ ВЛАГИ И ТЕПЛА ОНИ БУДУТ ПРИЯТНЫМИ НА ОЩУПЬ. BODYLOVE – ОСОБОЕ ПРОСТРАНСТВО, ЗАДУМАННОЕ ДЛЯ СОХРАНЕНИЯ САМОГО СОКРОВЕННОГО. bbox=[1521, 142, 1753, 217]
subheading: ECC bbox=[2034, 1014, 2058, 1028]
paragraph: EL INNOVADOR SISTEMA DE GESTIÓN DE LA VENTILACIÓN MINIMIZA LA ESTRATIFICACIÓN DE LAS TEMPERATURAS EN EL INTERIOR DE LA CABINA. bbox=[858, 1402, 1088, 1478]
labeled-paragraph bbox=[858, 771, 1095, 863]
paragraph: ВНУТРЕННЯЯ ОТДЕЛКА ХАММАМА - ПАНЕЛИ БУАЗЕРИ: ГЛАДКОЕ СТЕКЛО bbox=[1778, 945, 1987, 975]
paragraph: EN VERSIÓN SAUNA+HAMMAM, BODYLOVE PERMITE DIVERSAS POSIBILIDADES DE ORIENTACIÓN Y EMPLAZAMIENTO DE LAS PUERTAS DE ACCESO A LOS DOS ESPACIOS. bbox=[90, 180, 307, 256]
paragraph-text: EL SISTEMA SE ENCUENTRA INTEGRADO EN EL GENERADOR DE VAPOR EFFEGIBI Y PERMITE GESTIONAR A DISTANCIA EL BAÑO TURCO, MEDIANTE LA APP "EFFEGIBI EXPERIENCE MY HAMMAM" DESDE TABLETA O SMARTPHONE. bbox=[858, 1079, 1094, 1170]
paragraph: INTERIOR HAMMAM, PANELES: VIDRIO ONDULADO (FLUTES) bbox=[602, 938, 816, 967]
subheading: PERSONALIZACIÓN bbox=[602, 718, 712, 732]
paragraph: САУНЫ И ХАММАМЫ ПОДВЕРГАЮТСЯ БОЛЬШОМУ ТЕПЛОВОМУ НАПРЯЖЕНИЮ, ИМЕННО ПОЭТОМУ ОНИ СОЗДАЮТСЯ ТОЛЬКО ИЗ ВЫСОКОКАЧЕСТВЕННЫХ МАТЕРИАЛОВ. В ДОПОЛНЕНИЕ К ВЫСОКОЙ ПРОЧНОСТИ, В РЕЗУЛЬТАТЕ КРОПОТЛИВЫХ ПОИСКОВ ИДЕАЛЬНЫХ КОМБИНАЦИЙ, МАТЕРИАЛЫ ДЛЯ BODYLOVE КРАЙНЕ ГАРМОНИЧНО СОЧЕТАЮТСЯ МЕЖДУ СОБОЙ КАК ВИЗУАЛЬНО ТАК И ТАКТИЛЬНО. ДЛЯ СТЕН ХАММАМА БЫЛ ПОДОБРАН ФАРФОРОВЫЙ КЕРАМОГРАНИТ С ОСОБОЙ ШЕРОХОВАТОЙ ПОВЕРХНОСТЬЮ, ПРИЯТНОЙ И ТЕПЛОЙ НА ОЩУПЬ, ДАЖЕ ВО ВЛАЖНОМ СОСТОЯНИИ. САУНА ВЫСТЛАНА ПАНЕЛЯМИ ЦЕННЫХ ПОРОД ДЕРЕВА ВЕРТИКАЛЬНОЙ ТЕКСТУРЫ, РАЗРАБОТАННОЙ РОДОЛЬФО ДОРДОНИ ДЛЯ ПРИДАНИЯ ПРОСТРАНСТВУ ДОПОЛНИТЕЛЬНОЙ ГЛУБИНЫ И ЭЛЕГАНТНОСТИ. ВЫ МОЖЕТЕ ВЫБРАТЬ МЕЖДУ КАНАДСКИМ ХЕМЛОКОМ ПЕРВОГО СОРТА И БОЛЕЕ ТЕМНЫМ ТЕРМООБРАБОТАННЫМ ДЕРЕВОМ С НАТУРАЛЬНЫМ ДРЕВЕСНЫМ АРОМАТОМ. bbox=[1521, 423, 1756, 839]
paragraph-text: СИСТЕМА ВСТРОЕНА В ПАРОГЕНЕРАТОР EFFEGIBI И ПОЗВОЛЯЕТ ДИСТАНЦИОННО УПРАВЛЯТЬ ТУРЕЦКОЙ БАНЕЙ ПРИ ПОМОЩИ МОБИЛЬНОГО ПРИЛОЖЕНИЯ EFFEGIBI EXPERIENCE MY HAMMAM ДЛЯ ПЛАНШЕТОВ И СМАРТФОНОВ. bbox=[2034, 1030, 2271, 1121]
section-marker: → 89 bbox=[961, 1310, 992, 1323]
paragraph: BODYLOVE – НЕ ПРОЕКТ И НЕ ПРЕДМЕТ ДИЗАЙНА. BODYLOVE – ЭТО ИДЕЯ, ЭТО ЧУВСТВО, ЭТО КУЛЬМИНАЦИОННЫЙ МОМЕНТ В ПОНИМАНИИ ЗНАЧЕНИЯ ИНТИМНОСТИ. bbox=[1265, 1044, 1494, 1120]
subheading: FUNCIÓN POWER STEAM bbox=[858, 1340, 999, 1354]
section-marker: → 11 bbox=[450, 280, 480, 294]
paragraph-text: ПАРОГЕНЕРАТОР МОЖЕТ РАБОТАТЬ В ШИРОКОМ ДИАПАЗОНЕ ДАВЛЕНИЯ В МЕСТНОМ ВОДОПРОВОДЕ: ОТ 0,2 БАР ДО 10 БАР bbox=[2034, 938, 2270, 998]
section-marker: → 4 bbox=[1373, 272, 1395, 286]
paragraph: ХАММАМ С ПАРОГЕНЕРАТОРОМ NUVOLA SMART POWER С ВНЕШНИМ ЛЮКОМ ДЛЯ ОБСЛУЖИВАНИЯ bbox=[1265, 364, 1499, 408]
section-marker: → 88 bbox=[961, 597, 992, 611]
paragraph: ESTRUCTURA: ALUMINIO DE COLOR BRONCE bbox=[602, 1136, 803, 1166]
section-marker: → 4 bbox=[198, 272, 220, 286]
text-column bbox=[858, 141, 1095, 1494]
paragraph: ВНУТРЕННЯЯ ОТДЕЛКА ХАММАМА - ПАНЕЛИ БУАЗЕРИ: ФАРФОРОВЫЙ КЕРАМОГРАНИТ AUVERGNE bbox=[1778, 823, 1981, 868]
paragraph: INTERIOR SAUNA, PANELES: HEMLOCK CANADIENSE (TEXTURA BODYLOVE) bbox=[602, 1091, 819, 1120]
paragraph: SUPERFICIES REVESTIDAS TIPO ESPEJO POR ENCARGO bbox=[602, 1182, 832, 1212]
paragraph: САУНА С ОТДЕЛКОЙ ИЗ КАНАДСКОГО ХЕМЛОКА И ТЕРМООБРАБОТАННОГО ЦЕЛЬНОГО ДЕРЕВА bbox=[1265, 425, 1478, 470]
section-marker: → 5 bbox=[1373, 870, 1395, 884]
paragraph: DÉJATE TRANSPORTAR POR UNO DE LOS RITUALES MÁS ANTIGUOS DEL MUNDO: SAUNA Y HAMMAM ENCUENTRAN EN BODYLOVE INFINITAS COMBINACIONES SENSORIALES Y ESTÉTICAS bbox=[602, 594, 834, 671]
paragraph: ИНТЕРЬЕРА ТЕХНИЧЕСКОЙ ДЕТАЛИ. СИСТЕМУ BODYLOVE МОЖНО МАКСИМАЛЬНО ПЕРСОНАЛИЗИРОВАТЬ, В ТОМ ЧИСЛЕ В ВЫБОРЕ ОТДЕЛОЧНЫХ МАТЕРИАЛОВ. bbox=[1778, 142, 2006, 217]
section-heading: ХАММАМ bbox=[1778, 1242, 1831, 1256]
section-marker: → 45 bbox=[706, 349, 736, 363]
section-marker: → 89 bbox=[2137, 1245, 2168, 1259]
section-marker: → 32 bbox=[1625, 1163, 1655, 1177]
paragraph: BODYLOVE ОБЕСПЕЧИТ НЕПРЕВЗОЙДЕННОЕ КАЧЕСТВО ПАРА ПО ВСЕМ КРИТЕРИЯМ: ПЛОТНОСТИ, ТЕМПЕРАТУРЕ И ЧИСТОТЕ. ХАММАМ ОСНАЩЕН МАКСИМАЛЬНО ЭФФЕКТИВНЫМ ПАРОГЕНЕРАТОРОМ NUVOLA SMART POWER. bbox=[1521, 886, 1756, 992]
paragraph: VERSIÓN HAMMAM EMBALDOSABLE TAMBIÉN CON OTROS REVESTIMIENTOS PARA PROYECTOS A MEDIDA bbox=[90, 471, 316, 515]
section-marker: → 68 bbox=[1882, 603, 1912, 617]
